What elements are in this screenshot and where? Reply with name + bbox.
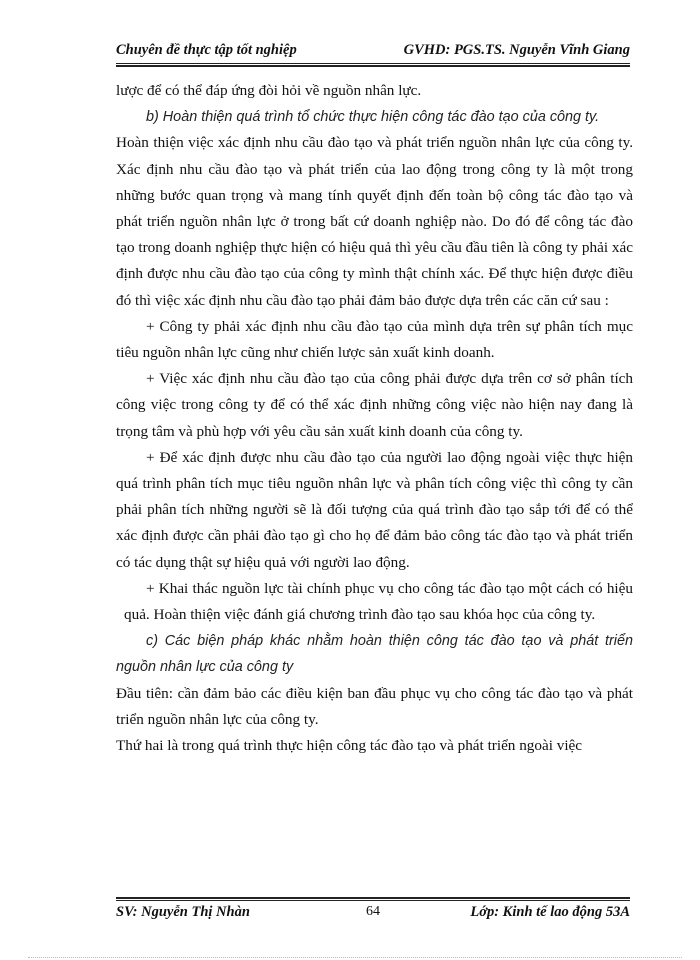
- page-header: [116, 38, 630, 62]
- paragraph-needs-assessment: Hoàn thiện việc xác định nhu cầu đào tạo và phát triển nguồn nhân lực của công ty. Xác định nhu cầu đào tạo và phát triển của lao động trong công ty là một trong những bước quan trọng và mang tính quyết định đến toàn bộ công tác đào tạo và phát triển nguồn nhân lực ở trong bất cứ doanh nghiệp nào. Do đó để công tác đào tạo trong doanh nghiệp thực hiện có hiệu quả thì yêu cầu đầu tiên là công ty phải xác định được nhu cầu đào tạo của công ty mình thật chính xác. Để thực hiện được điều đó thì việc xác định nhu cầu đào tạo phải đảm bảo được dựa trên các căn cứ sau :: [116, 134, 633, 309]
- bullet-item-2: + Việc xác định nhu cầu đào tạo của công phải được dựa trên cơ sở phân tích công việc trong công ty để có thể xác định những công việc nào hiện nay đang là trọng tâm và phù hợp với yêu cầu sản xuất kinh doanh của công ty.: [116, 370, 633, 440]
- bullet-item-4: + Khai thác nguồn lực tài chính phục vụ cho công tác đào tạo một cách có hiệu quả. Hoàn thiện việc đánh giá chương trình đào tạo sau khóa học của công ty.: [124, 579, 633, 624]
- paragraph-continuation: lược để có thể đáp ứng đòi hỏi về nguồn nhân lực.: [116, 82, 422, 99]
- footer-rule-thick: [116, 897, 630, 899]
- paragraph-second-measure: Thứ hai là trong quá trình thực hiện công tác đào tạo và phát triển ngoài việc: [116, 737, 583, 755]
- bullet-item-1: + Công ty phải xác định nhu cầu đào tạo của mình dựa trên sự phân tích mục tiêu nguồn nhân lực cũng như chiến lược sản xuất kinh doanh.: [116, 317, 633, 362]
- footer-student-name: SV: Nguyễn Thị Nhàn: [116, 904, 250, 920]
- page-body: [116, 78, 633, 759]
- page-footer: [116, 901, 630, 925]
- page-number: 64: [366, 904, 380, 919]
- bullet-item-3: + Để xác định được nhu cầu đào tạo của người lao động ngoài việc thực hiện quá trình phân tích mục tiêu nguồn nhân lực và phân tích công việc thì công ty cần phải phân tích những người sẽ là đối tượng của quá trình đào tạo sắp tới để có thể xác định được cần phải đào tạo gì cho họ để đảm bảo công tác đào tạo và phát triển có tác dụng thật sự hiệu quả với người lao động.: [116, 448, 633, 571]
- paragraph-first-measure: Đầu tiên: cần đảm bảo các điều kiện ban đầu phục vụ cho công tác đào tạo và phát triển nguồn nhân lực của công ty.: [116, 684, 633, 728]
- footer-class-name: Lớp: Kinh tế lao động 53A: [470, 904, 630, 920]
- page-bottom-dotted-border: [28, 957, 682, 958]
- header-report-title: Chuyên đề thực tập tốt nghiệp: [116, 42, 297, 58]
- footer-rule-thin: [116, 900, 630, 901]
- section-heading-c: c) Các biện pháp khác nhằm hoàn thiện công tác đào tạo và phát triển nguồn nhân lực của công ty: [116, 633, 633, 676]
- header-rule-thick: [116, 65, 630, 67]
- header-supervisor: GVHD: PGS.TS. Nguyễn Vĩnh Giang: [403, 42, 630, 58]
- section-heading-b: b) Hoàn thiện quá trình tổ chức thực hiện công tác đào tạo của công ty.: [146, 109, 600, 126]
- header-rule-thin: [116, 63, 630, 64]
